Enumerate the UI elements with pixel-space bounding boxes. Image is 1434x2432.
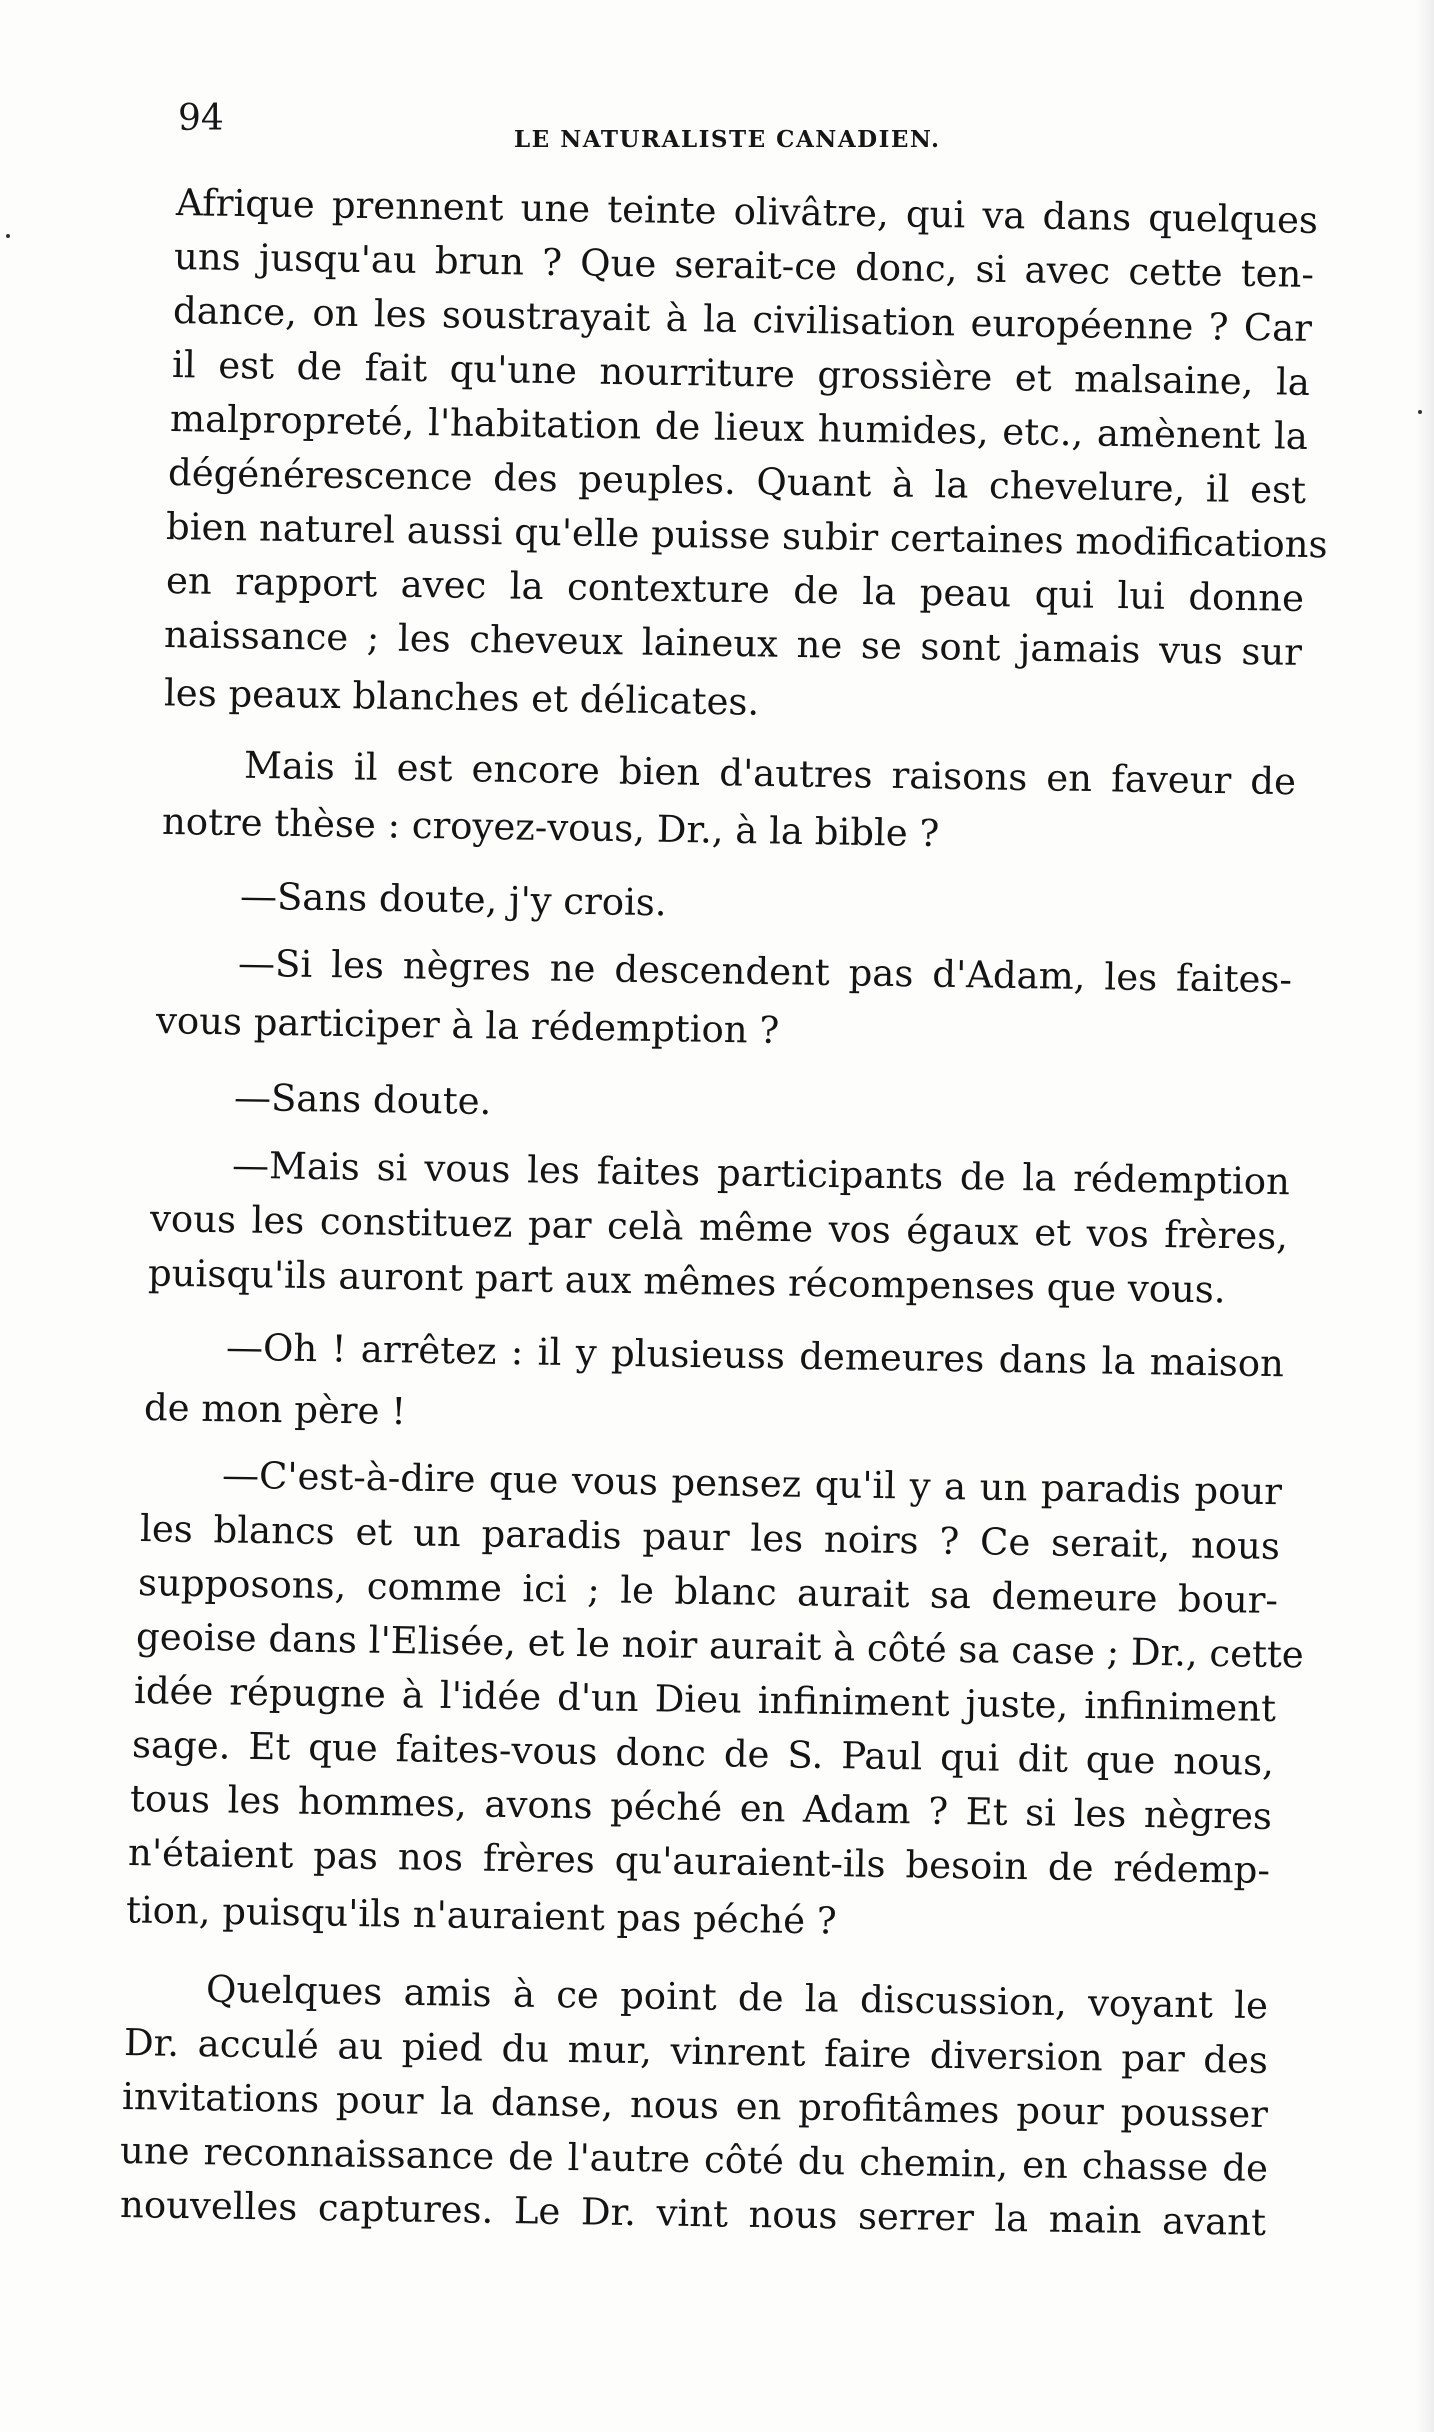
text-line: —C'est-à-dire que vous pensez qu'il y a un paradis pour xyxy=(221,1453,1283,1514)
text-line: malpropreté, l'habitation de lieux humides, etc., amènent la xyxy=(169,397,1309,458)
text-line: de mon père ! xyxy=(143,1385,407,1434)
page-header xyxy=(178,98,998,153)
text-line: les peaux blanches et délicates. xyxy=(163,671,760,724)
text-line: n'étaient pas nos frères qu'auraient-ils besoin de rédemp- xyxy=(127,1831,1271,1892)
text-line: Dr. acculé au pied du mur, vinrent faire diversion par des xyxy=(123,2021,1269,2082)
text-line: dance, on les soustrayait à la civilisation européenne ? Car xyxy=(172,289,1313,350)
text-line: une reconnaissance de l'autre côté du chemin, en chasse de xyxy=(119,2128,1269,2191)
text-line: les blancs et un paradis paur les noirs ? Ce serait, nous xyxy=(139,1507,1281,1568)
text-line: il est de fait qu'une nourriture grossière et malsaine, la xyxy=(171,343,1311,404)
page-edge-shadow xyxy=(1416,0,1434,2432)
text-line: —Oh ! arrêtez : il y plusieuss demeures dans la maison xyxy=(225,1325,1285,1386)
text-line: Mais il est encore bien d'autres raisons en faveur de xyxy=(243,743,1297,804)
page-number: 94 xyxy=(178,98,224,139)
text-line: Afrique prennent une teinte olivâtre, qui va dans quelques xyxy=(175,181,1319,242)
text-line: naissance ; les cheveux laineux ne se sont jamais vus sur xyxy=(163,613,1303,674)
text-line: —Sans doute. xyxy=(233,1075,492,1124)
margin-speck xyxy=(6,234,10,238)
running-head: LE NATURALISTE CANADIEN. xyxy=(514,126,941,153)
text-line: Quelques amis à ce point de la discussion, voyant le xyxy=(205,1967,1269,2028)
text-line: —Mais si vous les faites participants de la rédemption xyxy=(231,1143,1291,1204)
text-line: —Si les nègres ne descendent pas d'Adam, les faites- xyxy=(237,941,1293,1002)
text-line: tion, puisqu'ils n'auraient pas péché ? xyxy=(125,1888,838,1943)
text-line: —Sans doute, j'y crois. xyxy=(239,874,667,925)
margin-speck xyxy=(1418,410,1422,414)
text-line: sage. Et que faites-vous donc de S. Paul qui dit que nous, xyxy=(131,1723,1275,1784)
text-line: supposons, comme ici ; le blanc aurait sa demeure bour- xyxy=(137,1561,1279,1622)
text-line: vous participer à la rédemption ? xyxy=(155,999,780,1052)
text-line: geoise dans l'Elisée, et le noir aurait à côté sa case ; Dr., cette xyxy=(135,1615,1305,1677)
text-line: bien naturel aussi qu'elle puisse subir certaines modifications xyxy=(165,505,1328,567)
text-line: dégénérescence des peuples. Quant à la chevelure, il est xyxy=(167,451,1307,512)
text-line: nouvelles captures. Le Dr. vint nous serrer la main avant xyxy=(119,2183,1267,2244)
text-line: notre thèse : croyez-vous, Dr., à la bible ? xyxy=(161,799,940,856)
text-line: invitations pour la danse, nous en profitâmes pour pousser xyxy=(121,2075,1269,2136)
text-line: uns jusqu'au brun ? Que serait-ce donc, si avec cette ten- xyxy=(173,235,1315,296)
text-line: tous les hommes, avons péché en Adam ? Et si les nègres xyxy=(129,1777,1273,1838)
text-line: vous les constituez par celà même vos égaux et vos frères, xyxy=(149,1197,1289,1258)
text-line: puisqu'ils auront part aux mêmes récompenses que vous. xyxy=(147,1251,1226,1312)
text-line: en rapport avec la contexture de la peau qui lui donne xyxy=(165,559,1305,620)
text-line: idée répugne à l'idée d'un Dieu infiniment juste, infiniment xyxy=(133,1669,1277,1730)
